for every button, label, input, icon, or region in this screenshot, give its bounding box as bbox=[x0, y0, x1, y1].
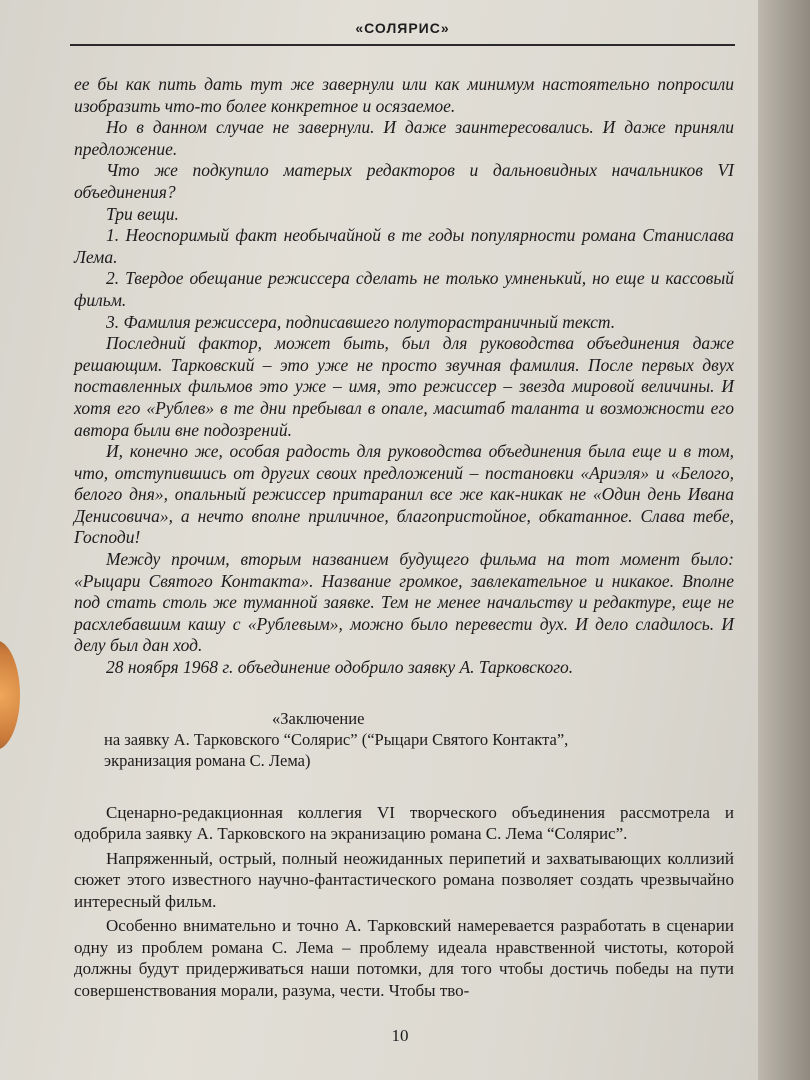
page-number: 10 bbox=[391, 1026, 409, 1045]
italic-paragraph: 1. Неоспоримый факт необычайной в те годы популярности романа Станислава Лема. bbox=[74, 225, 734, 267]
page-edge-shadow bbox=[758, 0, 810, 1080]
italic-paragraph: ее бы как пить дать тут же завернули или как минимум настоятельно попросили изобразить что-то более конкретное и осязаемое. bbox=[74, 74, 734, 116]
conclusion-body bbox=[74, 802, 734, 1002]
running-header: «СОЛЯРИС» bbox=[355, 20, 450, 36]
italic-paragraph: Между прочим, вторым названием будущего фильма на тот момент было: «Рыцари Святого Контакта». Название громкое, завлекательное и никакое. Вполне под стать столь же туманной заявке. Тем не менее начальству и редактуре, еще не расхлебавшим кашу с «Рублевым», можно было перевести дух. И дело сладилось. И делу был дан ход. bbox=[74, 549, 734, 656]
italic-paragraph: Последний фактор, может быть, был для руководства объединения даже решающим. Тарковский – это уже не просто звучная фамилия. После первых двух поставленных фильмов это уже – имя, это режиссер – звезда мировой величины. И хотя его «Рублев» в те дни пребывал в опале, масштаб таланта и возможности его автора были вне подозрений. bbox=[74, 333, 734, 440]
conclusion-heading bbox=[104, 708, 734, 771]
conclusion-title: «Заключение bbox=[272, 708, 365, 728]
header-rule bbox=[70, 44, 735, 46]
italic-paragraph: 2. Твердое обещание режиссера сделать не только умненький, но еще и кассовый фильм. bbox=[74, 268, 734, 310]
italic-section bbox=[74, 74, 734, 679]
body-paragraph: Особенно внимательно и точно А. Тарковский намеревается разработать в сценарии одну из проблем романа С. Лема – проблему идеала нравственной чистоты, которой должны будут придерживаться наши потомки, для того чтобы достичь победы на пути совершенствования морали, разума, чести. Чтобы тво- bbox=[74, 916, 734, 1000]
body-paragraph: Напряженный, острый, полный неожиданных перипетий и захватывающих коллизий сюжет этого известного научно-фантастического романа позволяет создать чрезвычайно интересный фильм. bbox=[74, 848, 734, 911]
italic-paragraph: И, конечно же, особая радость для руководства объединения была еще и в том, что, отступившись от других своих предложений – постановки «Ариэля» и «Белого, белого дня», опальный режиссер притаранил все же как-никак не «Один день Ивана Денисовича», а нечто вполне приличное, благопристойное, обкатанное. Слава тебе, Господи! bbox=[74, 441, 734, 548]
conclusion-subtitle-line: экранизация романа С. Лема) bbox=[104, 750, 311, 770]
body-paragraph: Сценарно-редакционная коллегия VI творческого объединения рассмотрела и одобрила заявку А. Тарковского на экранизацию романа С. Лема “Солярис”. bbox=[74, 802, 734, 844]
italic-paragraph: Что же подкупило матерых редакторов и дальновидных начальников VI объединения? bbox=[74, 160, 734, 202]
thumb-photo-artifact bbox=[0, 640, 20, 750]
italic-paragraph: Но в данном случае не завернули. И даже заинтересовались. И даже приняли предложение. bbox=[74, 117, 734, 159]
page-content bbox=[74, 74, 734, 1001]
italic-paragraph: 28 ноября 1968 г. объединение одобрило заявку А. Тарковского. bbox=[106, 657, 574, 678]
conclusion-subtitle-line: на заявку А. Тарковского “Солярис” (“Рыцари Святого Контакта”, bbox=[104, 729, 569, 749]
italic-paragraph: Три вещи. bbox=[106, 203, 179, 224]
italic-paragraph: 3. Фамилия режиссера, подписавшего полуторастраничный текст. bbox=[106, 311, 616, 332]
